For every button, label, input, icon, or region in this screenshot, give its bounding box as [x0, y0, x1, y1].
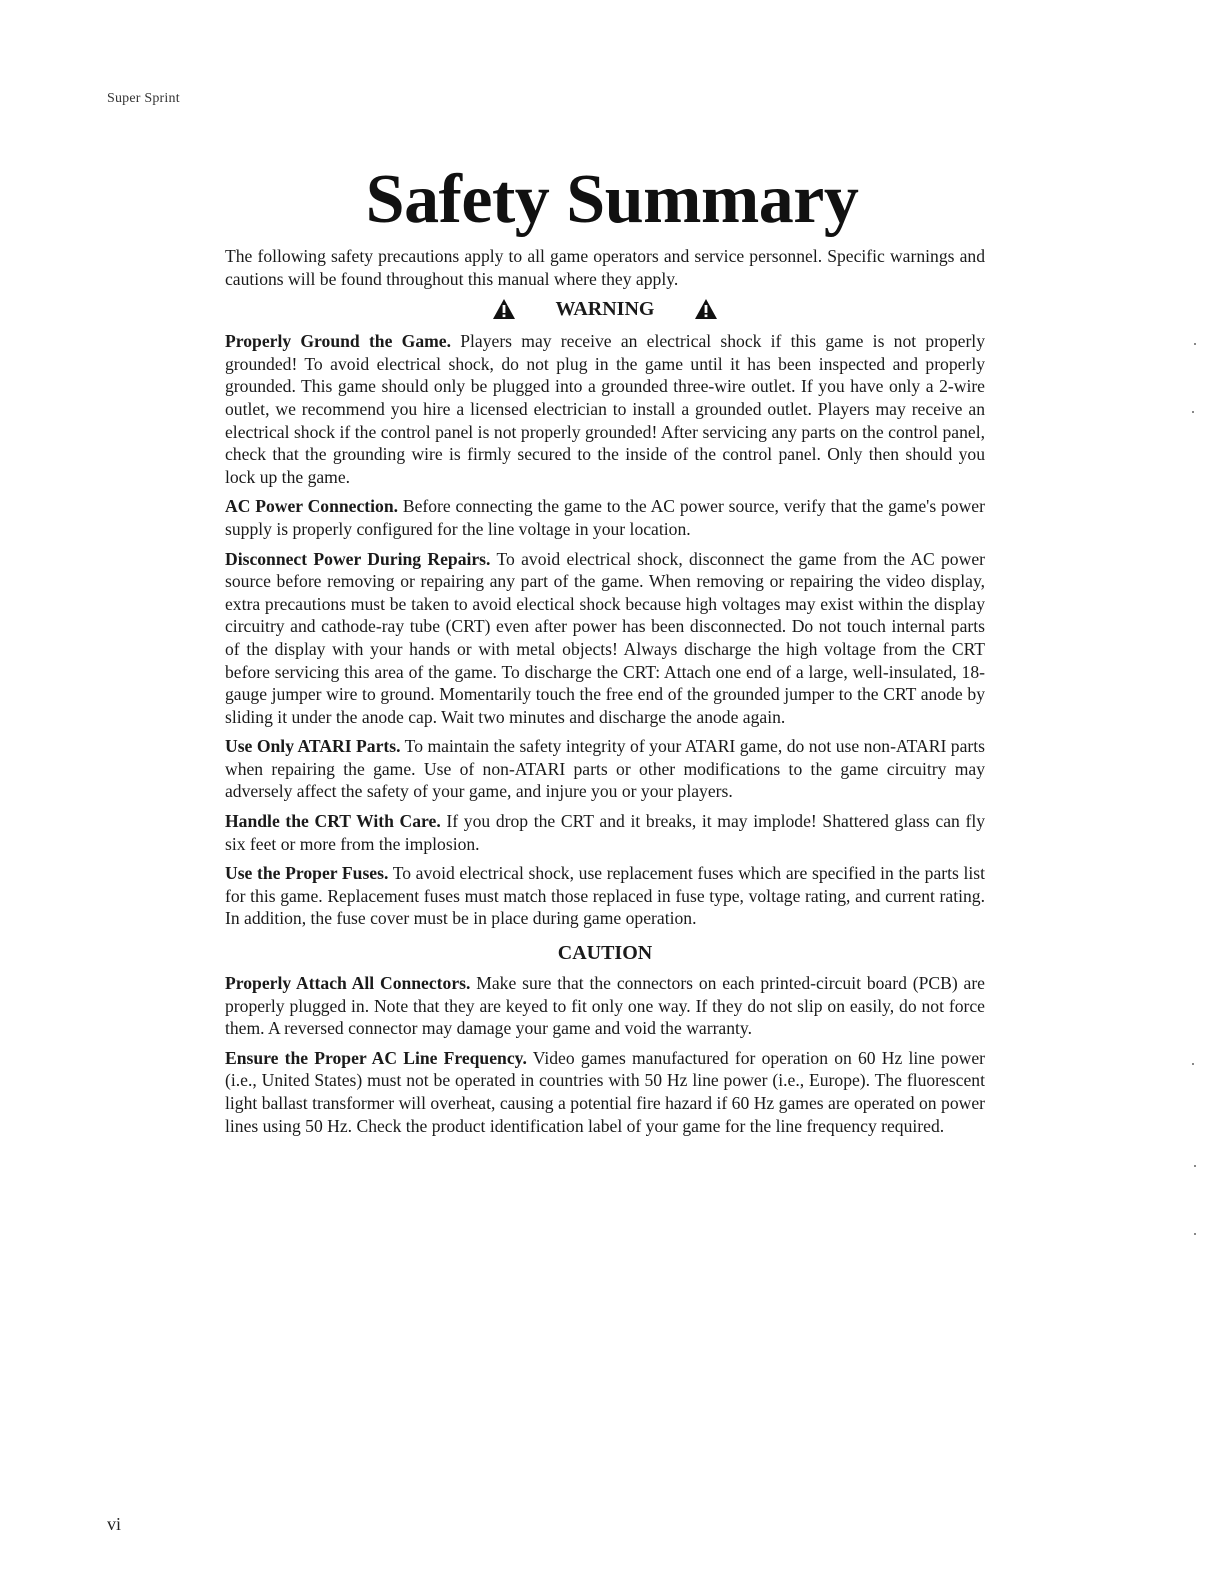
- warning-item-lead: Use Only ATARI Parts.: [225, 736, 401, 757]
- warning-item-lead: Properly Ground the Game.: [225, 331, 451, 352]
- warning-item-lead: AC Power Connection.: [225, 496, 399, 517]
- warning-item-atari-parts: [225, 735, 985, 803]
- scan-speck: [1194, 1233, 1196, 1235]
- warning-item-ac-power: [225, 495, 985, 540]
- warning-item-ground: [225, 330, 985, 488]
- warning-item-text: To maintain the safety integrity of your ATARI game, do not use non-ATARI parts when repairing the game. Use of non-ATARI parts or other modifications to the game circuitry may adversely affect the safety of your game, and injure you or your players.: [225, 736, 985, 802]
- caution-item-connectors: [225, 972, 985, 1040]
- warning-item-lead: Handle the CRT With Care.: [225, 811, 441, 832]
- scan-speck: [1192, 1063, 1194, 1065]
- caution-item-text: Make sure that the connectors on each printed-circuit board (PCB) are properly plugged in. Note that they are keyed to fit only one way. If they do not slip on easily, do not force them. A reversed connector may damage your game and void the warranty.: [225, 973, 985, 1039]
- caution-item-frequency: [225, 1047, 985, 1137]
- warning-item-text: To avoid electrical shock, disconnect the game from the AC power source before removing or repairing any part of the game. When removing or repairing the video display, extra precautions must be taken to avoid electical shock because high voltages may exist within the display circuitry and cathode-ray tube (CRT) even after power has been disconnected. Do not touch internal parts of the display with your hands or with metal objects! Always discharge the high voltage from the CRT before servicing this area of the game. To discharge the CRT: Attach one end of a large, well-insulated, 18-gauge jumper wire to ground. Momentarily touch the free end of the grounded jumper to the CRT anode by sliding it under the anode cap. Wait two minutes and discharge the anode again.: [225, 548, 985, 727]
- scan-speck: [1194, 1165, 1196, 1167]
- warning-heading: [225, 296, 985, 322]
- warning-item-text: Players may receive an electrical shock if this game is not properly grounded! To avoid electrical shock, do not plug in the game until it has been inspected and properly grounded. This game should only be plugged into a grounded three-wire outlet. If you have only a 2-wire outlet, we recommend you hire a licensed electrician to install a grounded outlet. Players may receive an electrical shock if the control panel is not properly grounded! After servicing any parts on the control panel, check that the grounding wire is firmly secured to the inside of the control panel. Only then should you lock up the game.: [225, 331, 985, 487]
- scan-speck: [1194, 343, 1196, 345]
- intro-paragraph: The following safety precautions apply to all game operators and service personnel. Specific warnings and cautions will be found throughout this manual where they apply.: [225, 246, 985, 289]
- caution-item-lead: Ensure the Proper AC Line Frequency.: [225, 1047, 527, 1068]
- warning-item-lead: Use the Proper Fuses.: [225, 863, 389, 884]
- caution-item-text: Video games manufactured for operation on 60 Hz line power (i.e., United States) must not be operated in countries with 50 Hz line power (i.e., Europe). The fluorescent light ballast transformer will overheat, causing a potential fire hazard if 60 Hz games are operated on power lines using 50 Hz. Check the product identification label of your game for the line frequency required.: [225, 1047, 985, 1136]
- warning-item-text: To avoid electrical shock, use replacement fuses which are specified in the parts list for this game. Replacement fuses must match those replaced in fuse type, voltage rating, and current rating. In addition, the fuse cover must be in place during game operation.: [225, 863, 986, 929]
- warning-item-disconnect: [225, 548, 985, 729]
- caution-heading: CAUTION: [557, 942, 653, 965]
- scan-speck: [1192, 411, 1194, 413]
- warning-item-text: Before connecting the game to the AC power source, verify that the game's power supply is properly configured for the line voltage in your location.: [225, 496, 985, 539]
- page-number: vi: [107, 1514, 122, 1534]
- warning-label: WARNING: [555, 298, 655, 321]
- page-title: Safety Summary: [365, 161, 859, 238]
- warning-triangle-icon: [694, 298, 718, 320]
- running-head: Super Sprint: [107, 91, 180, 106]
- warning-item-fuses: [225, 862, 985, 930]
- warning-triangle-icon: [492, 298, 516, 320]
- warning-item-lead: Disconnect Power During Repairs.: [225, 548, 491, 569]
- safety-content: [225, 245, 985, 1144]
- warning-item-text: If you drop the CRT and it breaks, it may implode! Shattered glass can fly six feet or more from the implosion.: [225, 811, 985, 854]
- warning-item-crt-care: [225, 810, 985, 855]
- caution-item-lead: Properly Attach All Connectors.: [225, 973, 471, 994]
